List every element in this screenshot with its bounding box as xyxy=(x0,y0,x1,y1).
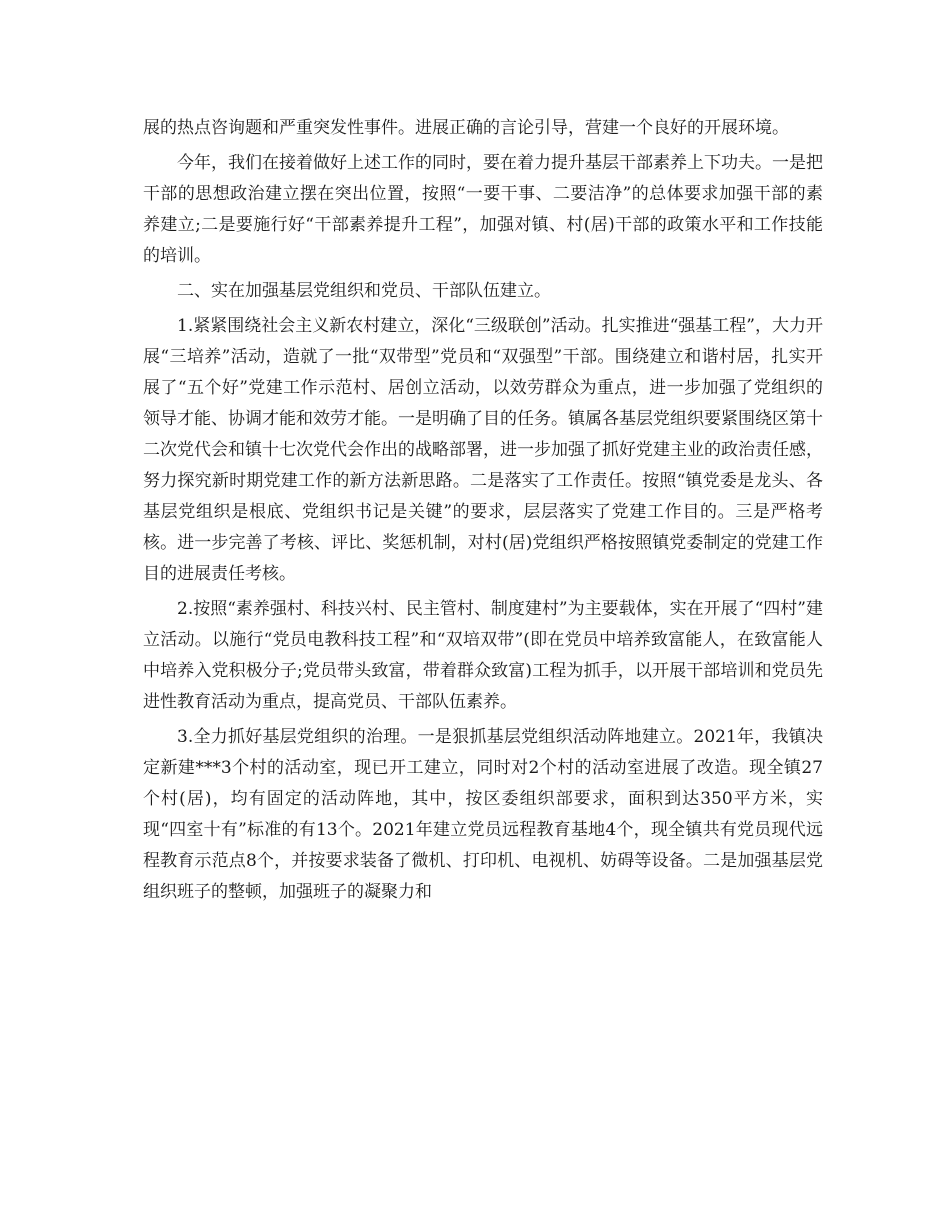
section-heading-party-organization: 二、实在加强基层党组织和党员、干部队伍建立。 xyxy=(177,281,551,301)
paragraph-cadre-quality: 今年，我们在接着做好上述工作的同时，要在着力提升基层干部素养上下功夫。一是把干部的思想政治建立摆在突出位置，按照“一要干事、二要洁净”的总体要求加强干部的素养建立;二是要施行好“干部素养提升工程”，加强对镇、村(居)干部的政策水平和工作技能的培训。 xyxy=(143,153,823,266)
paragraph-item-3: 3.全力抓好基层党组织的治理。一是狠抓基层党组织活动阵地建立。2021年，我镇决定新建***3个村的活动室，现已开工建立，同时对2个村的活动室进展了改造。现全镇27个村(居)，均有固定的活动阵地，其中，按区委组织部要求，面积到达350平方米，实现“四室十有”标准的有13个。2021年建立党员远程教育基地4个，现全镇共有党员现代远程教育示范点8个，并按要求装备了微机、打印机、电视机、妨碍等设备。二是加强基层党组织班子的整顿，加强班子的凝聚力和 xyxy=(143,727,823,902)
paragraph-continuation: 展的热点咨询题和严重突发性事件。进展正确的言论引导，营建一个良好的开展环境。 xyxy=(143,118,789,138)
document-body xyxy=(143,113,823,912)
paragraph-item-1: 1.紧紧围绕社会主义新农村建立，深化“三级联创”活动。扎实推进“强基工程”，大力开展“三培养”活动，造就了一批“双带型”党员和“双强型”干部。围绕建立和谐村居，扎实开展了“五个好”党建工作示范村、居创立活动，以效劳群众为重点，进一步加强了党组织的领导才能、协调才能和效劳才能。一是明确了目的任务。镇属各基层党组织要紧围绕区第十二次党代会和镇十七次党代会作出的战略部署，进一步加强了抓好党建主业的政治责任感，努力探究新时期党建工作的新方法新思路。二是落实了工作责任。按照“镇党委是龙头、各基层党组织是根底、党组织书记是关键”的要求，层层落实了党建工作目的。三是严格考核。进一步完善了考核、评比、奖惩机制，对村(居)党组织严格按照镇党委制定的党建工作目的进展责任考核。 xyxy=(143,316,823,584)
paragraph-item-2: 2.按照“素养强村、科技兴村、民主管村、制度建村”为主要载体，实在开展了“四村”建立活动。以施行“党员电教科技工程”和“双培双带”(即在党员中培养致富能人，在致富能人中培养入党积极分子;党员带头致富，带着群众致富)工程为抓手，以开展干部培训和党员先进性教育活动为重点，提高党员、干部队伍素养。 xyxy=(143,599,823,712)
